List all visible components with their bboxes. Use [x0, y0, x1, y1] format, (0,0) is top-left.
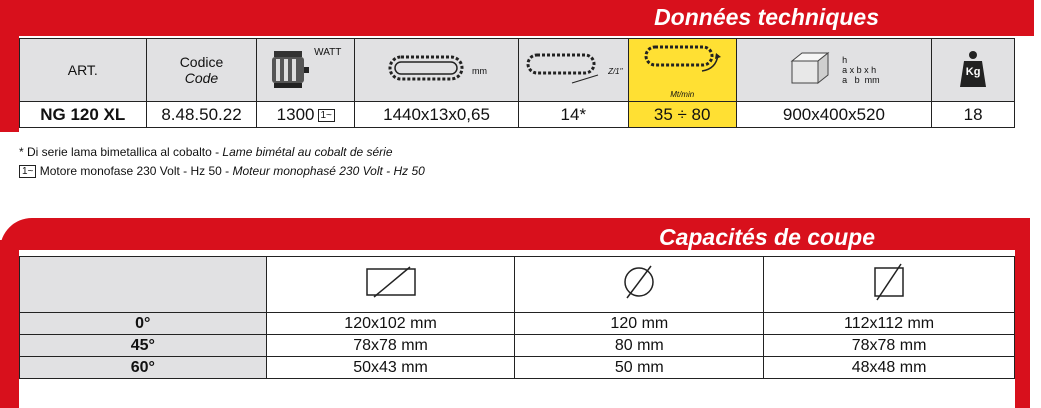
technical-data-table	[19, 38, 1015, 128]
blade-speed-icon	[642, 41, 722, 84]
single-phase-symbol: 1~	[318, 109, 335, 122]
angle-cell: 0°	[20, 313, 267, 335]
header-code-fr: Code	[184, 70, 219, 86]
angle-cell: 60°	[20, 357, 267, 379]
dim-a-label: a	[842, 75, 848, 85]
header-round	[515, 257, 764, 313]
watt-cell	[257, 102, 355, 128]
dim-h-label: h	[842, 55, 848, 65]
angle-cell: 45°	[20, 335, 267, 357]
cutting-capacity-table	[19, 256, 1015, 379]
code-cell: 8.48.50.22	[146, 102, 257, 128]
banner-side-bar-right	[1015, 240, 1030, 408]
watt-value: 1300	[276, 104, 315, 124]
dim-b-label: b	[854, 75, 860, 85]
weight-kg-label: Kg	[965, 65, 981, 78]
header-dims-unit: mm	[864, 75, 880, 85]
header-dimensions	[736, 39, 932, 102]
section-title-technical: Données techniques	[654, 4, 879, 30]
motor-icon	[270, 47, 310, 94]
footnote-motor	[19, 164, 425, 178]
header-teeth-label: Z/1"	[608, 66, 623, 76]
footnote-motor-fr: Moteur monophasé 230 Volt - Hz 50	[232, 164, 425, 178]
header-blade	[355, 39, 519, 102]
square-capacity-cell: 48x48 mm	[764, 357, 1015, 379]
table-row	[20, 357, 1015, 379]
rectangle-section-icon	[364, 286, 418, 303]
weight-icon	[958, 49, 988, 89]
footnote-motor-symbol: 1~	[19, 165, 36, 178]
header-dims-label: a x b x h	[842, 65, 877, 75]
table-row	[20, 335, 1015, 357]
table-header-row	[20, 39, 1015, 102]
round-capacity-cell: 50 mm	[515, 357, 764, 379]
rect-capacity-cell: 78x78 mm	[266, 335, 515, 357]
header-teeth	[518, 39, 628, 102]
speed-cell: 35 ÷ 80	[628, 102, 736, 128]
footnote-blade-fr: Lame bimétal au cobalt de série	[222, 145, 393, 159]
header-watt	[257, 39, 355, 102]
header-angle	[20, 257, 267, 313]
header-square	[764, 257, 1015, 313]
box-dimensions-icon	[788, 47, 838, 94]
weight-cell: 18	[932, 102, 1015, 128]
banner-side-bar	[0, 36, 19, 132]
square-section-icon	[869, 289, 909, 306]
rect-capacity-cell: 50x43 mm	[266, 357, 515, 379]
round-capacity-cell: 120 mm	[515, 313, 764, 335]
model-cell: NG 120 XL	[20, 102, 147, 128]
square-capacity-cell: 78x78 mm	[764, 335, 1015, 357]
footnote-motor-it: Motore monofase 230 Volt - Hz 50 -	[36, 164, 233, 178]
section-title-cutting: Capacités de coupe	[658, 224, 875, 250]
footnote-blade	[19, 145, 393, 159]
section-banner-technical	[0, 0, 1034, 36]
header-code-it: Codice	[179, 54, 224, 70]
header-art	[20, 39, 147, 102]
table-row	[20, 313, 1015, 335]
round-capacity-cell: 80 mm	[515, 335, 764, 357]
band-blade-icon	[386, 51, 468, 90]
square-capacity-cell: 112x112 mm	[764, 313, 1015, 335]
header-rect	[266, 257, 515, 313]
header-speed-label: Mt/min	[670, 89, 695, 99]
header-art-label: ART.	[67, 62, 98, 78]
round-section-icon	[619, 289, 659, 306]
blade-cell: 1440x13x0,65	[355, 102, 519, 128]
header-blade-unit: mm	[471, 65, 487, 76]
teeth-cell: 14*	[518, 102, 628, 128]
dimensions-cell: 900x400x520	[736, 102, 932, 128]
header-code	[146, 39, 257, 102]
header-speed	[628, 39, 736, 102]
rect-capacity-cell: 120x102 mm	[266, 313, 515, 335]
table-header-row	[20, 257, 1015, 313]
header-watt-label: WATT	[314, 46, 342, 58]
section-banner-cutting	[0, 218, 1030, 250]
header-weight	[932, 39, 1015, 102]
table-row	[20, 102, 1015, 128]
banner-side-bar-2	[0, 240, 19, 408]
blade-teeth-icon	[524, 49, 604, 92]
footnote-blade-it: * Di serie lama bimetallica al cobalto -	[19, 145, 223, 159]
